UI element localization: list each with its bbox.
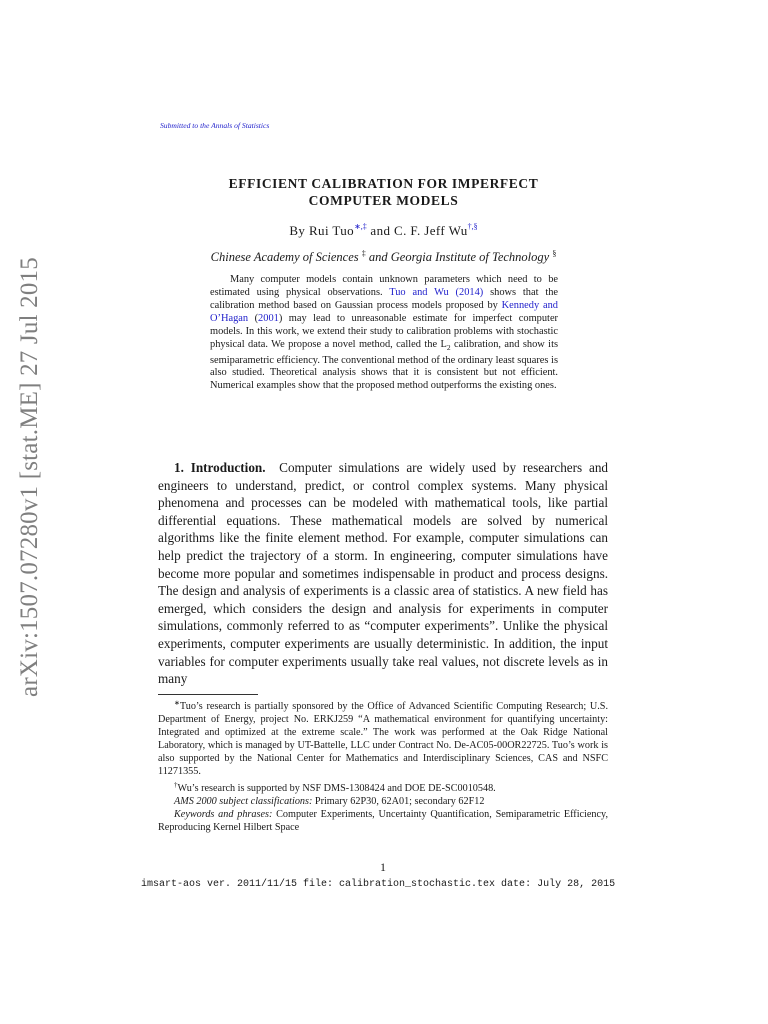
footnote-tuo: ∗Tuo’s research is partially sponsored by the Office of Advanced Scientific Computing Research; U.S. Department of Energy, project No. ERKJ259 “A mathematical environment for quantifying uncertainty: Integrated and optimized at the extreme scale.” The work was performed at the Oak Ridge National Laboratory, which is managed by UT-Battelle, LLC under Contract No. De-AC05-00OR22725. Tuo’s work is also supported by the National Center for Mathematics and Interdisciplinary Sciences, CAS and NSFC 11271355.	[158, 699, 608, 778]
footnote-rule	[158, 694, 258, 695]
introduction-body: Computer simulations are widely used by researchers and engineers to understand, predict, or control complex systems. Many physical phenomena and processes can be modeled with mathematical tools, like partial differential equations. These mathematical models are solved by numerical algorithms like the finite element method. For example, computer simulations can help predict the trajectory of a storm. In engineering, computer simulations have become more popular and sometimes indispensable in product and process designs. The design and analysis of experiments is a classic area of statistics. A new field has emerged, which considers the design and analysis for experiments in computer simulations, commonly referred to as “computer experiments”. Unlike the physical experiments, computer experiments are usually deterministic. In addition, the input variables for computer experiments usually take real values, not discrete levels as in many	[158, 460, 609, 687]
footnotes	[158, 697, 608, 834]
abstract: Many computer models contain unknown parameters which need to be estimated using physical observations. Tuo and Wu (2014) shows that the calibration method based on Gaussian process models proposed by Kennedy and O’Hagan (2001) may lead to unreasonable estimate for imperfect computer models. In this work, we extend their study to calibration problems with stochastic physical data. We propose a novel method, called the $L_2$ calibration, and show its semiparametric efficiency. The conventional method of the ordinary least squares is also studied. Theoretical analysis shows that it is consistent but not efficient. Numerical examples show that the proposed method outperforms the existing ones.	[210, 274, 559, 392]
footnote-wu: †Wu’s research is supported by NSF DMS-1308424 and DOE DE-SC0010548.	[174, 780, 496, 794]
title-line-2: COMPUTER MODELS	[308, 193, 459, 208]
ams-classification: AMS 2000 subject classifications: Primary 62P30, 62A01; secondary 62F12	[174, 795, 485, 807]
affiliation-cas: Chinese Academy of Sciences	[210, 250, 359, 264]
abstract-text-4: calibration, and show its semiparametric efficiency. The conventional method of the ordinary least squares is also studied. Theoretical analysis shows that it is consistent but not efficient. Numerical examples show that the proposed method outperforms the existing ones.	[210, 338, 558, 392]
paper-title	[160, 175, 607, 209]
abstract-text-1: Many computer models contain unknown parameters which need to be estimated using physical observations.	[210, 274, 558, 298]
submitted-note[interactable]: Submitted to the Annals of Statistics	[160, 121, 270, 130]
abstract-text-3: may lead to unreasonable estimate for imperfect computer models. In this work, we extend their study to calibration problems with stochastic physical data. We propose a novel method, called the L	[210, 312, 559, 350]
citation-kennedy-ohagan[interactable]: Kennedy and O’Hagan	[210, 299, 558, 324]
keywords: Keywords and phrases: Computer Experiments, Uncertainty Quantification, Semiparametric Efficiency, Reproducing Kernel Hilbert Space	[158, 808, 608, 833]
cas-mark: ‡	[361, 249, 366, 258]
author-byline	[160, 222, 607, 239]
page-number: 1	[380, 860, 386, 874]
author-wu: and C. F. Jeff Wu	[366, 223, 468, 238]
citation-kennedy-ohagan-year[interactable]: 2001	[258, 312, 279, 324]
wu-footnote-mark[interactable]: †,§	[467, 222, 478, 231]
tuo-footnote-mark[interactable]: ∗,‡	[354, 222, 367, 231]
imsart-footer: imsart-aos ver. 2011/11/15 file: calibration_stochastic.tex date: July 28, 2015	[141, 879, 616, 890]
citation-tuo-wu[interactable]: Tuo and Wu (2014)	[389, 286, 484, 298]
author-tuo: By Rui Tuo	[289, 223, 355, 238]
abstract-text-2: shows that the calibration method based on Gaussian process models proposed by	[210, 286, 559, 311]
arxiv-stamp: arXiv:1507.07280v1 [stat.ME] 27 Jul 2015	[16, 257, 43, 697]
l2-subscript: 2	[446, 342, 451, 352]
gt-mark: §	[552, 249, 557, 258]
affiliations	[160, 249, 607, 265]
introduction-section	[158, 459, 608, 688]
affiliation-gt: and Georgia Institute of Technology	[365, 250, 550, 264]
title-line-1: EFFICIENT CALIBRATION FOR IMPERFECT	[228, 176, 539, 191]
introduction-heading: 1. Introduction.	[174, 460, 266, 475]
